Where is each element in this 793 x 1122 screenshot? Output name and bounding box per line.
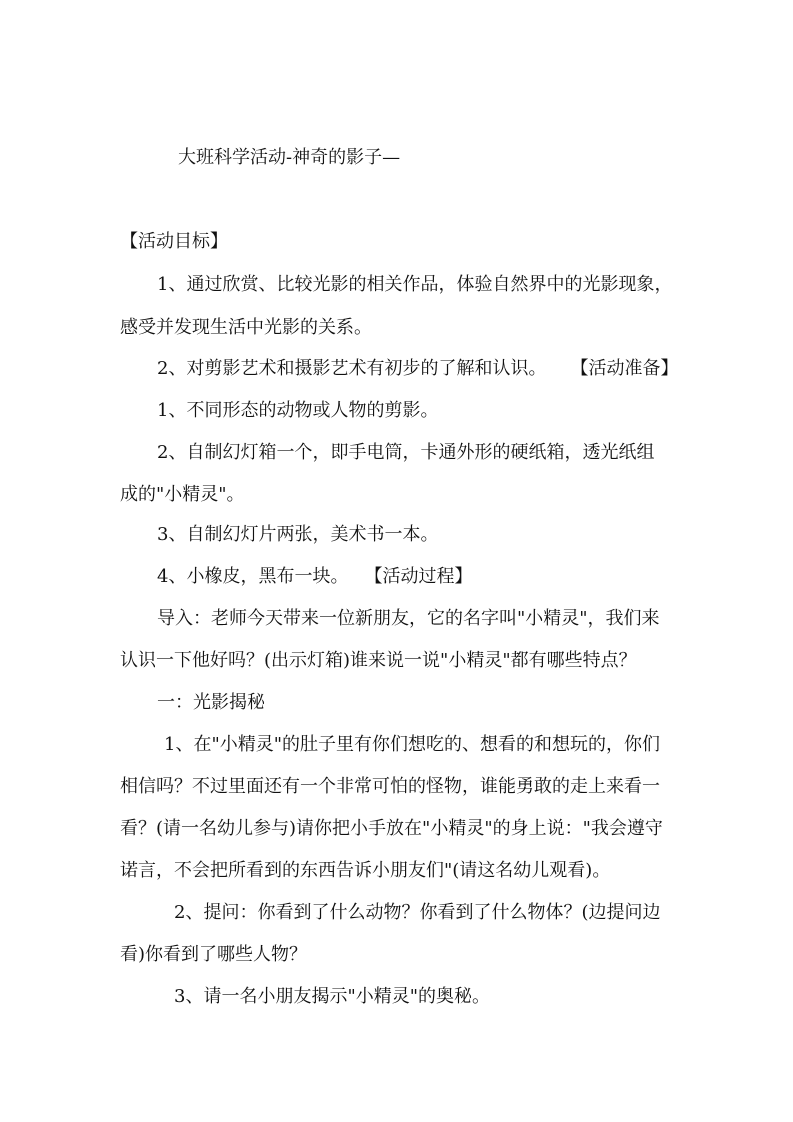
prep-4-text: 4、小橡皮，黑布一块。 xyxy=(157,566,349,587)
section-heading-goals: 【活动目标】 xyxy=(120,231,228,252)
prep-4-line xyxy=(157,565,472,589)
step-2-line-1: 2、提问：你看到了什么动物？你看到了什么物体？(边提问边 xyxy=(174,902,661,923)
step-1-line-1: 1、在"小精灵"的肚子里有你们想吃的、想看的和想玩的，你们 xyxy=(164,734,661,755)
step-2-line-2: 看)你看到了哪些人物？ xyxy=(120,944,308,965)
goal-2-text: 2、对剪影艺术和摄影艺术有初步的了解和认识。 xyxy=(157,358,547,379)
goal-1-line-1: 1、通过欣赏、比较光影的相关作品，体验自然界中的光影现象， xyxy=(157,274,673,295)
step-3: 3、请一名小朋友揭示"小精灵"的奥秘。 xyxy=(174,986,491,1007)
intro-line-2: 认识一下他好吗？(出示灯箱)谁来说一说"小精灵"都有哪些特点？ xyxy=(120,650,637,671)
intro-line-1: 导入：老师今天带来一位新朋友，它的名字叫"小精灵"，我们来 xyxy=(157,608,660,629)
prep-1: 1、不同形态的动物或人物的剪影。 xyxy=(157,400,439,421)
step-1-line-3: 看？(请一名幼儿参与)请你把小手放在"小精灵"的身上说："我会遵守 xyxy=(120,818,663,839)
step-1-line-2: 相信吗？不过里面还有一个非常可怕的怪物，谁能勇敢的走上来看一 xyxy=(120,776,660,797)
section-heading-preparation: 【活动准备】 xyxy=(570,358,679,379)
prep-3: 3、自制幻灯片两张，美术书一本。 xyxy=(157,524,439,545)
prep-2-line-2: 成的"小精灵"。 xyxy=(120,484,245,505)
goal-1-line-2: 感受并发现生活中光影的关系。 xyxy=(120,317,372,338)
goal-2-line xyxy=(157,357,678,381)
section-heading-process: 【活动过程】 xyxy=(364,566,473,587)
document-title: 大班科学活动-神奇的影子— xyxy=(178,147,401,168)
step-1-line-4: 诺言，不会把所看到的东西告诉小朋友们"(请这名幼儿观看)。 xyxy=(120,860,611,881)
part-1-heading: 一：光影揭秘 xyxy=(157,692,265,713)
prep-2-line-1: 2、自制幻灯箱一个，即手电筒，卡通外形的硬纸箱，透光纸组 xyxy=(157,442,655,463)
